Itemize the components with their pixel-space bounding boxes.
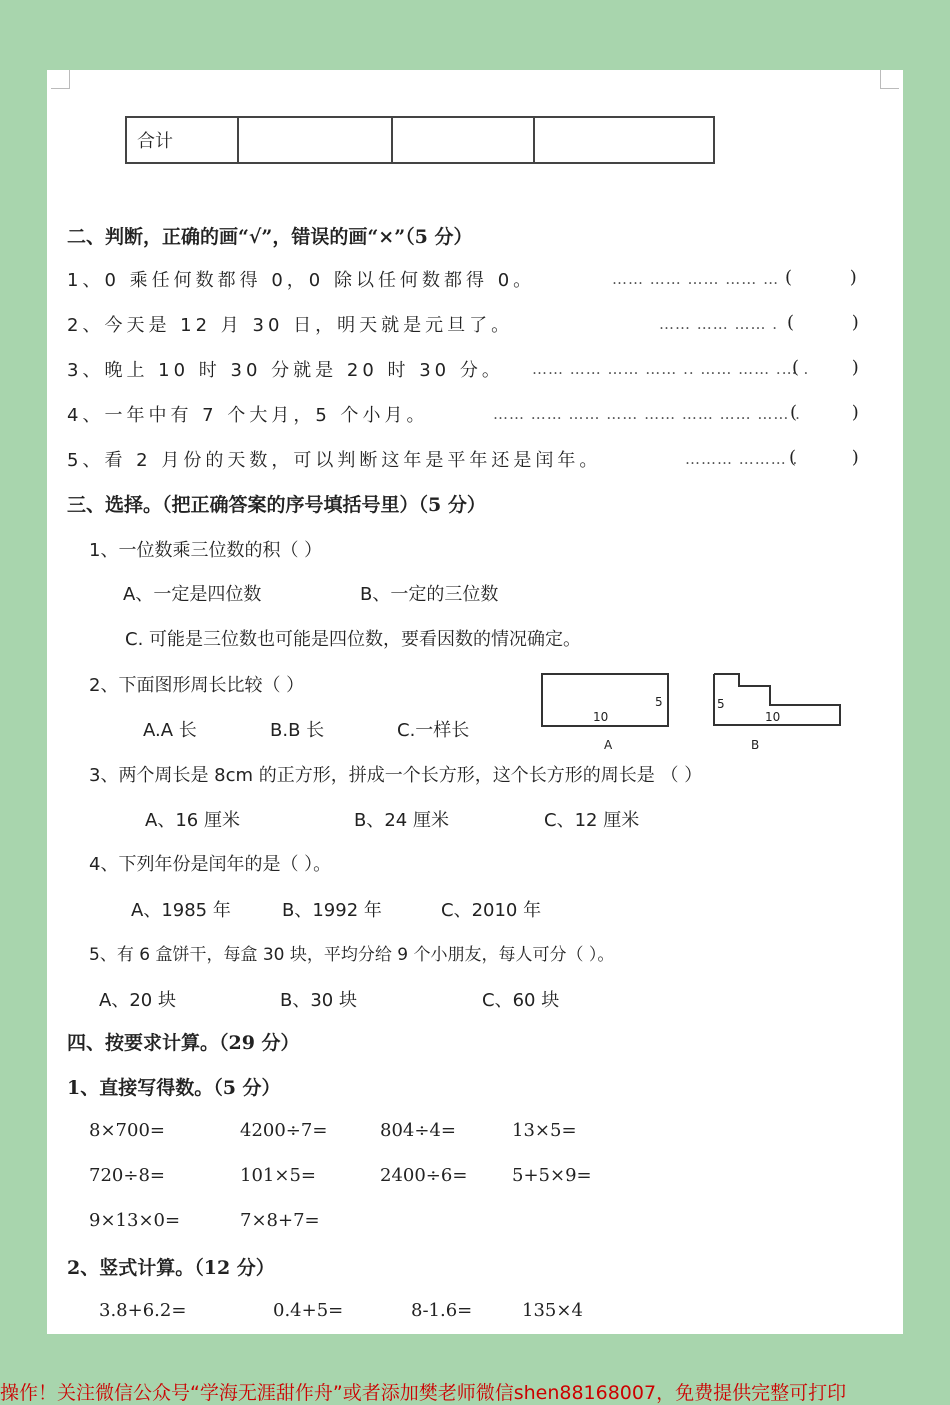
section-4-title: 四、按要求计算。（29 分） xyxy=(67,1032,300,1054)
judge-item-3: 3、晚上 10 时 30 分就是 20 时 30 分。 xyxy=(67,360,504,381)
table-cell xyxy=(238,117,392,163)
answer-blank[interactable]: ( ) xyxy=(787,312,859,333)
calc-item: 135×4 xyxy=(522,1300,583,1321)
judge-item-5: 5、看 2 月份的天数，可以判断这年是平年还是闰年。 xyxy=(67,450,602,471)
footer-banner: 操作！关注微信公众号“学海无涯甜作舟”或者添加樊老师微信shen88168007，免费提供完整可打印 xyxy=(0,1382,847,1404)
figure-a-label: A xyxy=(604,738,613,752)
option-b: B、1992 年 xyxy=(282,900,382,921)
subsection-1-title: 1、直接写得数。（5 分） xyxy=(67,1077,281,1099)
calc-item: 8×700= xyxy=(89,1120,165,1141)
option-c: C、60 块 xyxy=(482,990,560,1011)
option-a: A.A 长 xyxy=(143,720,197,741)
dot-leader: …… …… …… …… … xyxy=(612,270,780,288)
figure-a xyxy=(541,673,671,752)
figure-b-label: B xyxy=(751,738,760,752)
calc-item: 4200÷7= xyxy=(240,1120,328,1141)
answer-blank[interactable]: ( ) xyxy=(789,447,859,468)
judge-item-2: 2、今天是 12 月 30 日，明天就是元旦了。 xyxy=(67,315,514,336)
option-c: C、12 厘米 xyxy=(544,810,640,831)
calc-item: 3.8+6.2= xyxy=(99,1300,187,1321)
option-a: A、20 块 xyxy=(99,990,176,1011)
dot-leader: …… …… …… …… .. …… …… .… . xyxy=(532,360,810,378)
dot-leader: ……… ……… . xyxy=(685,450,799,468)
judge-item-1: 1、0 乘任何数都得 0，0 除以任何数都得 0。 xyxy=(67,270,536,291)
option-b: B、一定的三位数 xyxy=(360,584,499,605)
figure-b xyxy=(713,673,843,753)
answer-blank[interactable]: ( ) xyxy=(790,402,859,423)
figure-a-height: 5 xyxy=(655,695,663,709)
section-2-title: 二、判断，正确的画“√”，错误的画“×”（5 分） xyxy=(67,226,473,248)
figure-b-width: 10 xyxy=(765,710,781,724)
table-cell xyxy=(534,117,714,163)
answer-blank[interactable]: ( ) xyxy=(785,267,857,288)
judge-item-4: 4、一年中有 7 个大月，5 个小月。 xyxy=(67,405,429,426)
option-b: B、24 厘米 xyxy=(354,810,449,831)
section-3-title: 三、选择。（把正确答案的序号填括号里）（5 分） xyxy=(67,494,486,516)
table-cell xyxy=(392,117,534,163)
calc-item: 8-1.6= xyxy=(411,1300,473,1321)
question-5-stem: 5、有 6 盒饼干，每盒 30 块，平均分给 9 个小朋友，每人可分（ ）。 xyxy=(89,945,615,965)
question-4-stem: 4、下列年份是闰年的是（ ）。 xyxy=(89,854,332,875)
question-2-stem: 2、下面图形周长比较（ ） xyxy=(89,675,305,696)
corner-mark xyxy=(51,70,70,89)
calc-item: 13×5= xyxy=(512,1120,577,1141)
worksheet-page xyxy=(47,70,903,1334)
dot-leader: …… …… …… …… …… …… …… …… . xyxy=(493,405,801,423)
calc-item: 804÷4= xyxy=(380,1120,456,1141)
question-1-stem: 1、一位数乘三位数的积（ ） xyxy=(89,540,323,561)
calc-item: 0.4+5= xyxy=(273,1300,344,1321)
option-a: A、一定是四位数 xyxy=(123,584,262,605)
option-a: A、16 厘米 xyxy=(145,810,240,831)
total-label-cell: 合计 xyxy=(126,117,238,163)
figure-b-height: 5 xyxy=(717,697,725,711)
table-row xyxy=(126,117,714,163)
calc-item: 9×13×0= xyxy=(89,1210,181,1231)
option-b: B、30 块 xyxy=(280,990,357,1011)
total-table xyxy=(125,116,715,164)
question-3-stem: 3、两个周长是 8cm 的正方形，拼成一个长方形，这个长方形的周长是 （ ） xyxy=(89,765,703,786)
subsection-2-title: 2、竖式计算。（12 分） xyxy=(67,1257,275,1279)
option-c: C.一样长 xyxy=(397,720,470,741)
option-a: A、1985 年 xyxy=(131,900,231,921)
calc-item: 101×5= xyxy=(240,1165,316,1186)
calc-item: 5+5×9= xyxy=(512,1165,592,1186)
dot-leader: …… …… …… . xyxy=(659,315,779,333)
corner-mark xyxy=(880,70,899,89)
option-b: B.B 长 xyxy=(270,720,325,741)
option-c: C. 可能是三位数也可能是四位数，要看因数的情况确定。 xyxy=(125,629,582,650)
calc-item: 720÷8= xyxy=(89,1165,165,1186)
calc-item: 7×8+7= xyxy=(240,1210,320,1231)
option-c: C、2010 年 xyxy=(441,900,542,921)
figure-a-width: 10 xyxy=(593,710,609,724)
calc-item: 2400÷6= xyxy=(380,1165,468,1186)
answer-blank[interactable]: ( ) xyxy=(792,357,859,378)
